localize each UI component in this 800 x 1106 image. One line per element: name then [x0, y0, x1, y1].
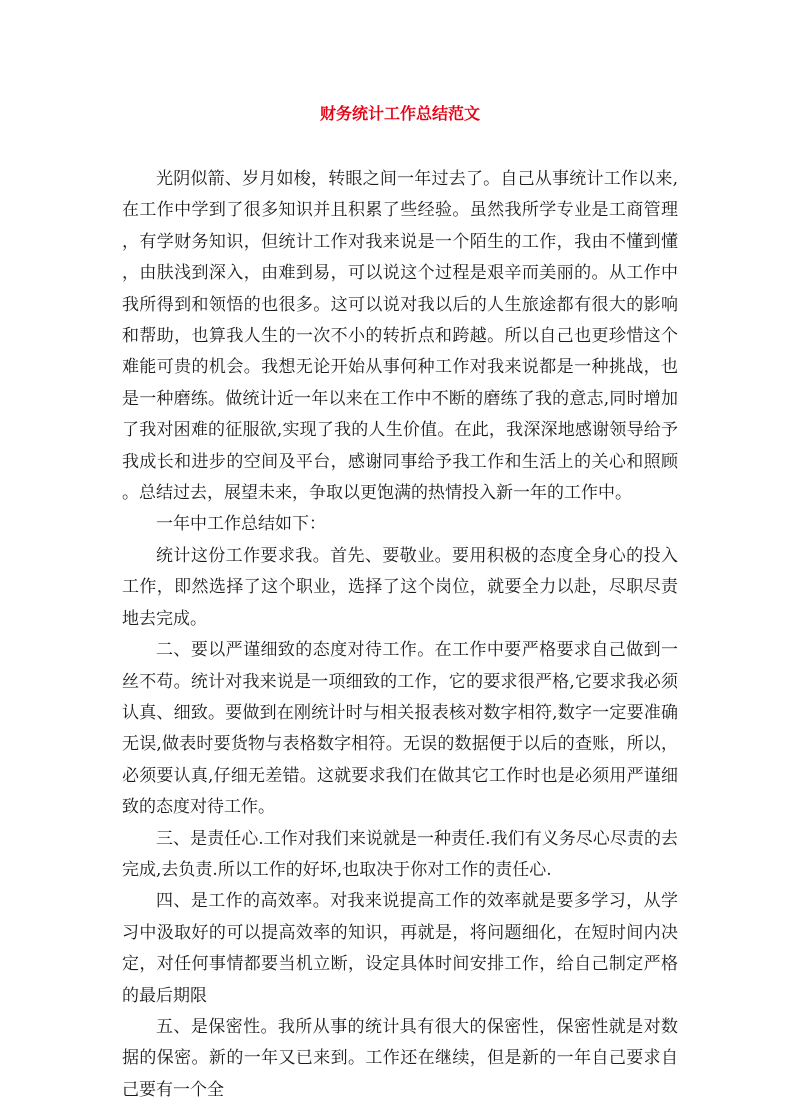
document-title: 财务统计工作总结范文 [319, 104, 480, 123]
paragraph-point-3: 三、是责任心.工作对我们来说就是一种责任.我们有义务尽心尽责的去完成,去负责.所以工作的好坏,也取决于你对工作的责任心. [122, 828, 678, 880]
paragraph-intro: 光阴似箭、岁月如梭，转眼之间一年过去了。自己从事统计工作以来,在工作中学到了很多知识并且积累了些经验。虽然我所学专业是工商管理，有学财务知识，但统计工作对我来说是一个陌生的工作，我由不懂到懂，由肤浅到深入，由难到易，可以说这个过程是艰辛而美丽的。从工作中我所得到和领悟的也很多。这可以说对我以后的人生旅途都有很大的影响和帮助，也算我人生的一次不小的转折点和跨越。所以自己也更珍惜这个难能可贵的机会。我想无论开始从事何种工作对我来说都是一种挑战，也是一种磨练。做统计近一年以来在工作中不断的磨练了我的意志,同时增加了我对困难的征服欲,实现了我的人生价值。在此，我深深地感谢领导给予我成长和进步的空间及平台，感谢同事给予我工作和生活上的关心和照顾。总结过去，展望未来，争取以更饱满的热情投入新一年的工作中。 [122, 169, 678, 504]
paragraph-point-4: 四、是工作的高效率。对我来说提高工作的效率就是要多学习，从学习中汲取好的可以提高效率的知识，再就是，将问题细化，在短时间内决定，对任何事情都要当机立断，设定具体时间安排工作，给自己制定严格的最后期限 [122, 891, 678, 1006]
paragraph-summary-heading: 一年中工作总结如下： [156, 514, 326, 535]
paragraph-point-1: 统计这份工作要求我。首先、要敬业。要用积极的态度全身心的投入工作，即然选择了这个职业，选择了这个岗位，就要全力以赴，尽职尽责地去完成。 [122, 545, 678, 629]
paragraph-point-2: 二、要以严谨细致的态度对待工作。在工作中要严格要求自己做到一丝不苟。统计对我来说是一项细致的工作，它的要求很严格,它要求我必须认真、细致。要做到在刚统计时与相关报表核对数字相符,数字一定要准确无误,做表时要货物与表格数字相符。无误的数据便于以后的查账，所以，必须要认真,仔细无差错。这就要求我们在做其它工作时也是必须用严谨细致的态度对待工作。 [122, 640, 678, 818]
document-body [122, 164, 678, 1106]
paragraph-point-5: 五、是保密性。我所从事的统计具有很大的保密性，保密性就是对数据的保密。新的一年又已来到。工作还在继续，但是新的一年自己要求自己要有一个全 [122, 1016, 678, 1100]
